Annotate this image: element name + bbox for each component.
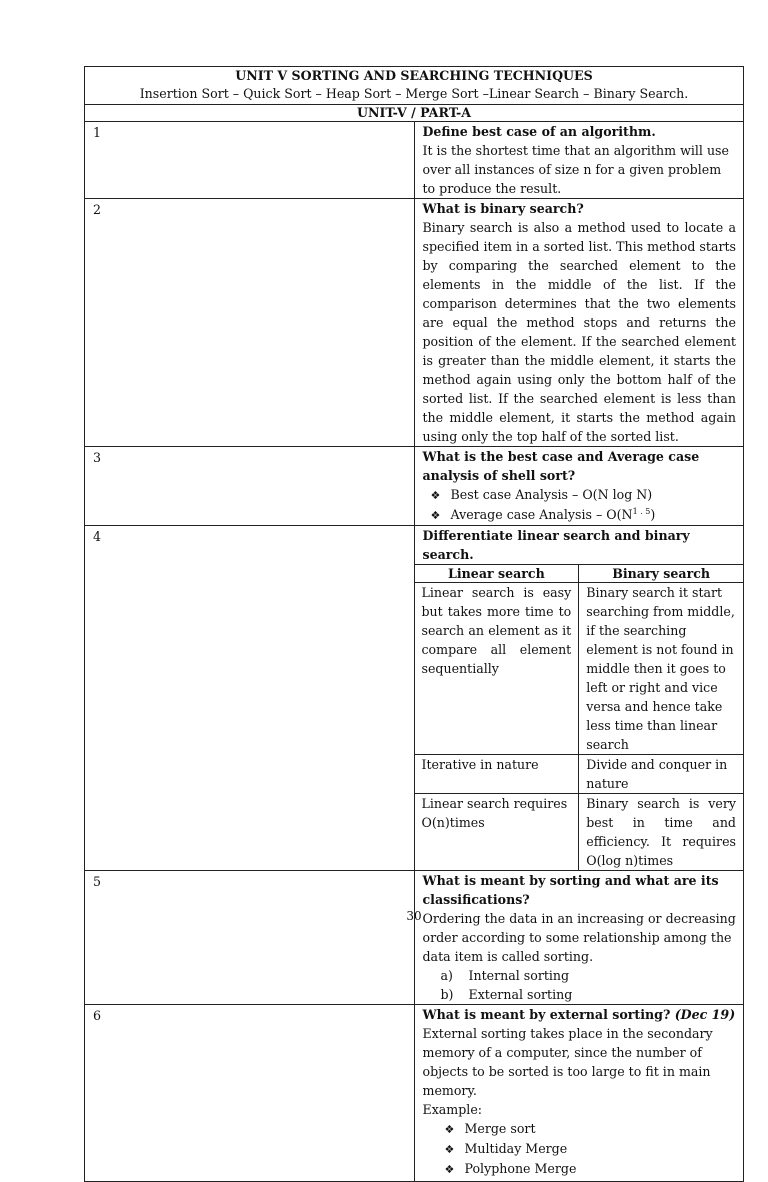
linear-cell: Iterative in nature (415, 755, 579, 794)
bullet-diamond-icon: ❖ (444, 1123, 455, 1136)
bullet-text: Merge sort (464, 1121, 536, 1136)
column-header-linear: Linear search (415, 565, 579, 583)
binary-cell: Binary search is very best in time and efficiency. It requires O(log n)times (579, 794, 743, 871)
comparison-row (415, 583, 744, 755)
bullet-diamond-icon: ❖ (430, 489, 441, 502)
bullet-diamond-icon: ❖ (430, 509, 441, 522)
question-bank (84, 66, 744, 1182)
question-number: 5 (85, 871, 415, 1005)
bullet-diamond-icon: ❖ (444, 1163, 455, 1176)
unit-title: UNIT V SORTING AND SEARCHING TECHNIQUES (235, 68, 593, 83)
list-text: Internal sorting (468, 968, 570, 983)
question-number: 1 (85, 122, 415, 199)
bullet-item (423, 1119, 737, 1139)
comparison-table (415, 564, 744, 870)
question-number: 2 (85, 199, 415, 447)
question-text: Differentiate linear search and binary search. (422, 528, 690, 562)
question-text: What is meant by sorting and what are its classifications? (422, 873, 719, 907)
bullet-text: Average case Analysis – O(N (450, 507, 633, 522)
unit-header-row (85, 67, 744, 105)
list-label: b) (440, 987, 454, 1002)
list-item (423, 966, 737, 985)
page-number: 30 (406, 909, 422, 923)
example-label: Example: (422, 1102, 483, 1117)
bullet-item (423, 1159, 737, 1179)
exam-tag: (Dec 19) (674, 1007, 736, 1022)
bullet-text: Polyphone Merge (464, 1161, 577, 1176)
comparison-header-row (415, 565, 744, 583)
bullet-text: Best case Analysis – O(N log N) (450, 487, 653, 502)
question-number: 3 (85, 447, 415, 526)
bullet-diamond-icon: ❖ (444, 1143, 455, 1156)
question-table (84, 66, 744, 1182)
comparison-row (415, 794, 744, 871)
question-row-4 (85, 526, 744, 871)
binary-cell: Divide and conquer in nature (579, 755, 743, 794)
answer-text: Ordering the data in an increasing or decreasing order according to some relationship among the data item is called sorting. (422, 911, 736, 964)
list-label: a) (440, 968, 453, 983)
bullet-item (423, 485, 737, 505)
bullet-item (423, 505, 737, 525)
question-text: What is binary search? (422, 201, 584, 216)
column-header-binary: Binary search (579, 565, 743, 583)
answer-text: Binary search is also a method used to locate a specified item in a sorted list. This method starts by comparing the searched element to the elements in the middle of the list. If the comparison determines that the two elements are equal the method stops and returns the position of the element. If the searched element is greater than the middle element, it starts the method again using only the bottom half of the sorted list. If the searched element is less than the middle element, it starts the method again using only the top half of the sorted list. (422, 220, 736, 444)
answer-text: External sorting takes place in the secondary memory of a computer, since the number of objects to be sorted is too large to fit in main memory. (422, 1026, 713, 1098)
answer-text: It is the shortest time that an algorithm will use over all instances of size n for a given problem to produce the result. (422, 143, 729, 196)
question-text: What is the best case and Average case analysis of shell sort? (422, 449, 700, 483)
exponent: 1 . 5 (632, 506, 651, 516)
question-number: 4 (85, 526, 415, 871)
part-title: UNIT-V / PART-A (357, 105, 471, 120)
unit-topics: Insertion Sort – Quick Sort – Heap Sort – Merge Sort –Linear Search – Binary Search. (139, 86, 689, 101)
question-number: 6 (85, 1005, 415, 1182)
question-row-5 (85, 871, 744, 1005)
question-row-1 (85, 122, 744, 199)
question-text: Define best case of an algorithm. (422, 124, 656, 139)
linear-cell: Linear search requires O(n)times (415, 794, 579, 871)
bullet-text: Multiday Merge (464, 1141, 568, 1156)
question-line (423, 1005, 737, 1024)
bullet-text-suffix: ) (650, 507, 656, 522)
question-row-2 (85, 199, 744, 447)
binary-cell: Binary search it start searching from middle, if the searching element is not found in middle then it goes to left or right and vice versa and hence take less time than linear search (579, 583, 743, 755)
list-text: External sorting (468, 987, 573, 1002)
comparison-row (415, 755, 744, 794)
linear-cell: Linear search is easy but takes more time to search an element as it compare all element sequentially (415, 583, 579, 755)
question-text: What is meant by external sorting? (422, 1007, 671, 1022)
part-header-row (85, 105, 744, 122)
bullet-item (423, 1139, 737, 1159)
question-row-6 (85, 1005, 744, 1182)
question-row-3 (85, 447, 744, 526)
list-item (423, 985, 737, 1004)
